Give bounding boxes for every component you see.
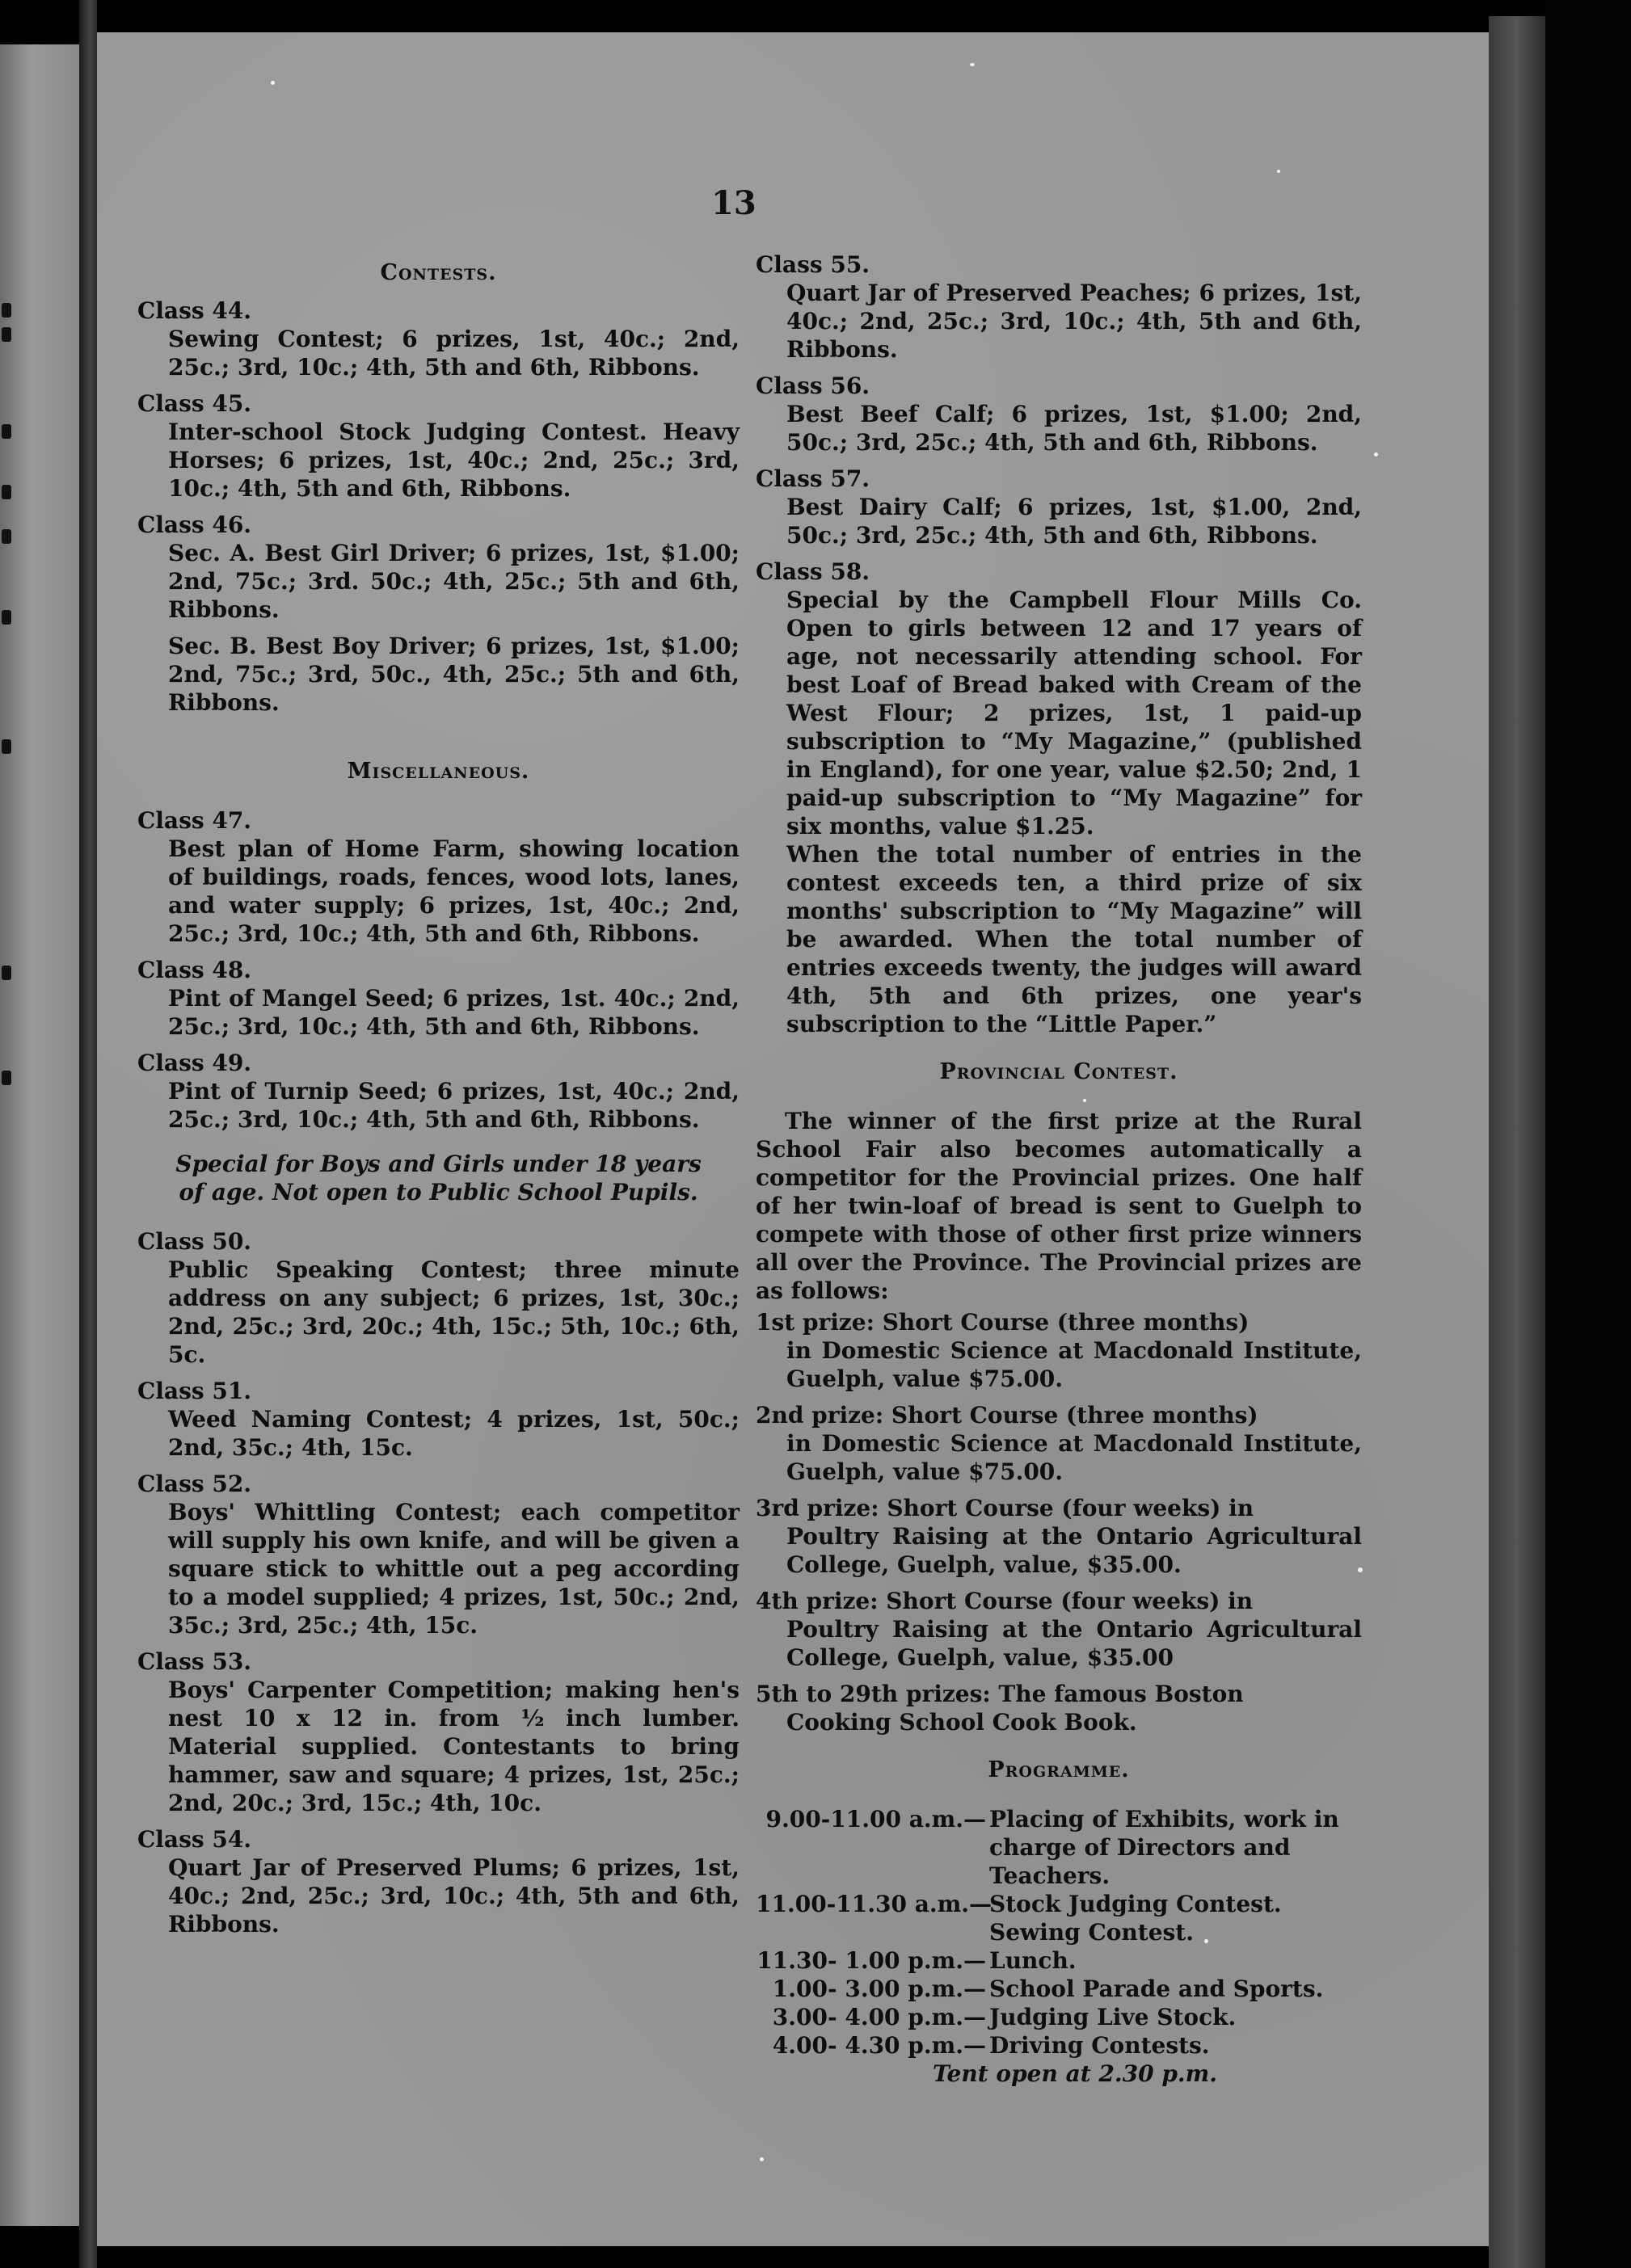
programme-row	[756, 2031, 1362, 2060]
prize-detail: in Domestic Science at Macdonald Institute, Guelph, value $75.00.	[786, 1430, 1362, 1485]
prize-lead: 2nd prize: Short Course (three months)	[756, 1402, 1258, 1429]
prize-detail: Poultry Raising at the Ontario Agricultural College, Guelph, value, $35.00.	[786, 1523, 1362, 1578]
miscellaneous-heading: Miscellaneous.	[347, 759, 530, 784]
class-46-title: Class 46.	[137, 511, 252, 538]
programme-time: 1.00- 3.00 p.m.—	[772, 1976, 986, 2002]
provincial-prize	[756, 1494, 1362, 1579]
programme-activity: Lunch.	[989, 1947, 1077, 1974]
class-58-body: Special by the Campbell Flour Mills Co. Open to girls between 12 and 17 years of age, not necessarily attending school. For best Loaf of Bread baked with Cream of the West Flour; 2 prizes, 1st, 1 paid-up subscription to “My Magazine,” (published in England), for one year, value $2.50; 2nd, 1 paid-up subscription to “My Magazine” for six months, value $1.25.	[786, 587, 1362, 839]
programme-time: 3.00- 4.00 p.m.—	[772, 2004, 986, 2030]
page-edge-shadow	[1489, 16, 1545, 2268]
provincial-prize	[756, 1587, 1362, 1672]
programme-activity: School Parade and Sports.	[989, 1976, 1324, 2002]
class-52-title: Class 52.	[137, 1471, 252, 1497]
class-47-body: Best plan of Home Farm, showing location of buildings, roads, fences, wood lots, lanes, and water supply; 6 prizes, 1st, 40c.; 2nd, 25c.; 3rd, 10c.; 4th, 5th and 6th, Ribbons.	[168, 835, 740, 947]
provincial-intro: The winner of the first prize at the Rural School Fair also becomes automatically a competitor for the Provincial prizes. One half of her twin-loaf of bread is sent to Guelph to compete with those of other first prize winners all over the Province. The Provincial prizes are as follows:	[756, 1108, 1362, 1304]
class-51-body: Weed Naming Contest; 4 prizes, 1st, 50c.; 2nd, 35c.; 4th, 15c.	[168, 1406, 740, 1461]
programme-activity: Driving Contests.	[989, 2032, 1210, 2059]
class-55-body: Quart Jar of Preserved Peaches; 6 prizes, 1st, 40c.; 2nd, 25c.; 3rd, 10c.; 4th, 5th and 6th, Ribbons.	[786, 280, 1362, 363]
prize-lead: 5th to 29th prizes: The famous Boston	[756, 1681, 1244, 1707]
programme-activity: Placing of Exhibits, work in charge of Directors and Teachers.	[989, 1806, 1339, 1889]
class-56-body: Best Beef Calf; 6 prizes, 1st, $1.00; 2nd, 50c.; 3rd, 25c.; 4th, 5th and 6th, Ribbons.	[786, 401, 1362, 456]
class-58-body-continued: When the total number of entries in the contest exceeds ten, a third prize of six months' subscription to “My Magazine” will be awarded. When the total number of entries exceeds twenty, the judges will award 4th, 5th and 6th prizes, one year's subscription to the “Little Paper.”	[786, 841, 1362, 1037]
class-48-title: Class 48.	[137, 957, 252, 983]
class-50-body: Public Speaking Contest; three minute address on any subject; 6 prizes, 1st, 30c.; 2nd, 25c.; 3rd, 20c.; 4th, 15c.; 5th, 10c.; 6th, 5c.	[168, 1256, 740, 1368]
prize-lead: 3rd prize: Short Course (four weeks) in	[756, 1495, 1254, 1521]
class-49-title: Class 49.	[137, 1050, 252, 1076]
class-54-body: Quart Jar of Preserved Plums; 6 prizes, 1st, 40c.; 2nd, 25c.; 3rd, 10c.; 4th, 5th and 6th, Ribbons.	[168, 1854, 740, 1938]
class-46-sec-a: Sec. A. Best Girl Driver; 6 prizes, 1st, $1.00; 2nd, 75c.; 3rd. 50c.; 4th, 25c.; 5th and 6th, Ribbons.	[168, 540, 740, 623]
programme-note: Tent open at 2.30 p.m.	[932, 2060, 1218, 2087]
programme-time: 11.30- 1.00 p.m.—	[756, 1947, 986, 1974]
prize-detail: Cooking School Cook Book.	[786, 1709, 1137, 1736]
prize-lead: 1st prize: Short Course (three months)	[756, 1309, 1250, 1336]
class-51-title: Class 51.	[137, 1378, 252, 1404]
provincial-prize	[756, 1308, 1362, 1393]
provincial-prize	[756, 1401, 1362, 1486]
class-54-title: Class 54.	[137, 1826, 252, 1853]
programme-activity: Judging Live Stock.	[989, 2004, 1237, 2030]
right-column	[756, 250, 1362, 2088]
class-58-title: Class 58.	[756, 558, 870, 585]
class-57-title: Class 57.	[756, 465, 870, 492]
left-column	[137, 259, 740, 1946]
class-45-title: Class 45.	[137, 390, 252, 417]
class-53-title: Class 53.	[137, 1648, 252, 1675]
programme-heading: Programme.	[988, 1757, 1130, 1782]
facing-page-edge	[0, 44, 79, 2226]
programme-time: 4.00- 4.30 p.m.—	[772, 2032, 986, 2059]
class-49-body: Pint of Turnip Seed; 6 prizes, 1st, 40c.; 2nd, 25c.; 3rd, 10c.; 4th, 5th and 6th, Ribbons.	[168, 1078, 740, 1133]
programme-row	[756, 1946, 1362, 1975]
provincial-prize	[756, 1680, 1362, 1736]
class-53-body: Boys' Carpenter Competition; making hen's nest 10 x 12 in. from ½ inch lumber. Material supplied. Contestants to bring hammer, saw and square; 4 prizes, 1st, 25c.; 2nd, 20c.; 3rd, 15c.; 4th, 10c.	[168, 1677, 740, 1816]
book-spine	[79, 0, 97, 2268]
class-44-title: Class 44.	[137, 297, 252, 324]
programme-row	[756, 1890, 1362, 1946]
programme-activity: Stock Judging Contest. Sewing Contest.	[989, 1891, 1282, 1946]
class-56-title: Class 56.	[756, 372, 870, 399]
class-57-body: Best Dairy Calf; 6 prizes, 1st, $1.00, 2nd, 50c.; 3rd, 25c.; 4th, 5th and 6th, Ribbons.	[786, 494, 1362, 549]
scan-border	[1545, 0, 1631, 2268]
prize-detail: in Domestic Science at Macdonald Institute, Guelph, value $75.00.	[786, 1337, 1362, 1392]
page-number: 13	[711, 184, 756, 222]
class-47-title: Class 47.	[137, 807, 252, 834]
class-50-title: Class 50.	[137, 1228, 252, 1255]
programme-row	[756, 1975, 1362, 2003]
class-52-body: Boys' Whittling Contest; each competitor will supply his own knife, and will be given a square stick to whittle out a peg according to a model supplied; 4 prizes, 1st, 50c.; 2nd, 35c.; 3rd, 25c.; 4th, 15c.	[168, 1499, 740, 1639]
class-46-sec-b: Sec. B. Best Boy Driver; 6 prizes, 1st, $1.00; 2nd, 75c.; 3rd, 50c., 4th, 25c.; 5th and 6th, Ribbons.	[168, 633, 740, 716]
class-55-title: Class 55.	[756, 251, 870, 278]
programme-time: 9.00-11.00 a.m.—	[765, 1806, 986, 1832]
programme-time: 11.00-11.30 a.m.—	[756, 1891, 992, 1917]
special-section-heading: Special for Boys and Girls under 18 years of age. Not open to Public School Pupils.	[175, 1151, 702, 1206]
contests-heading: Contests.	[380, 260, 497, 285]
programme-row	[756, 1805, 1362, 1890]
class-44-body: Sewing Contest; 6 prizes, 1st, 40c.; 2nd, 25c.; 3rd, 10c.; 4th, 5th and 6th, Ribbons.	[168, 326, 740, 381]
class-45-body: Inter-school Stock Judging Contest. Heavy Horses; 6 prizes, 1st, 40c.; 2nd, 25c.; 3rd, 10c.; 4th, 5th and 6th, Ribbons.	[168, 419, 740, 502]
class-48-body: Pint of Mangel Seed; 6 prizes, 1st. 40c.; 2nd, 25c.; 3rd, 10c.; 4th, 5th and 6th, Ribbons.	[168, 985, 740, 1040]
prize-lead: 4th prize: Short Course (four weeks) in	[756, 1588, 1254, 1614]
prize-detail: Poultry Raising at the Ontario Agricultural College, Guelph, value, $35.00	[786, 1616, 1362, 1671]
programme-row	[756, 2003, 1362, 2031]
provincial-contest-heading: Provincial Contest.	[939, 1059, 1178, 1084]
